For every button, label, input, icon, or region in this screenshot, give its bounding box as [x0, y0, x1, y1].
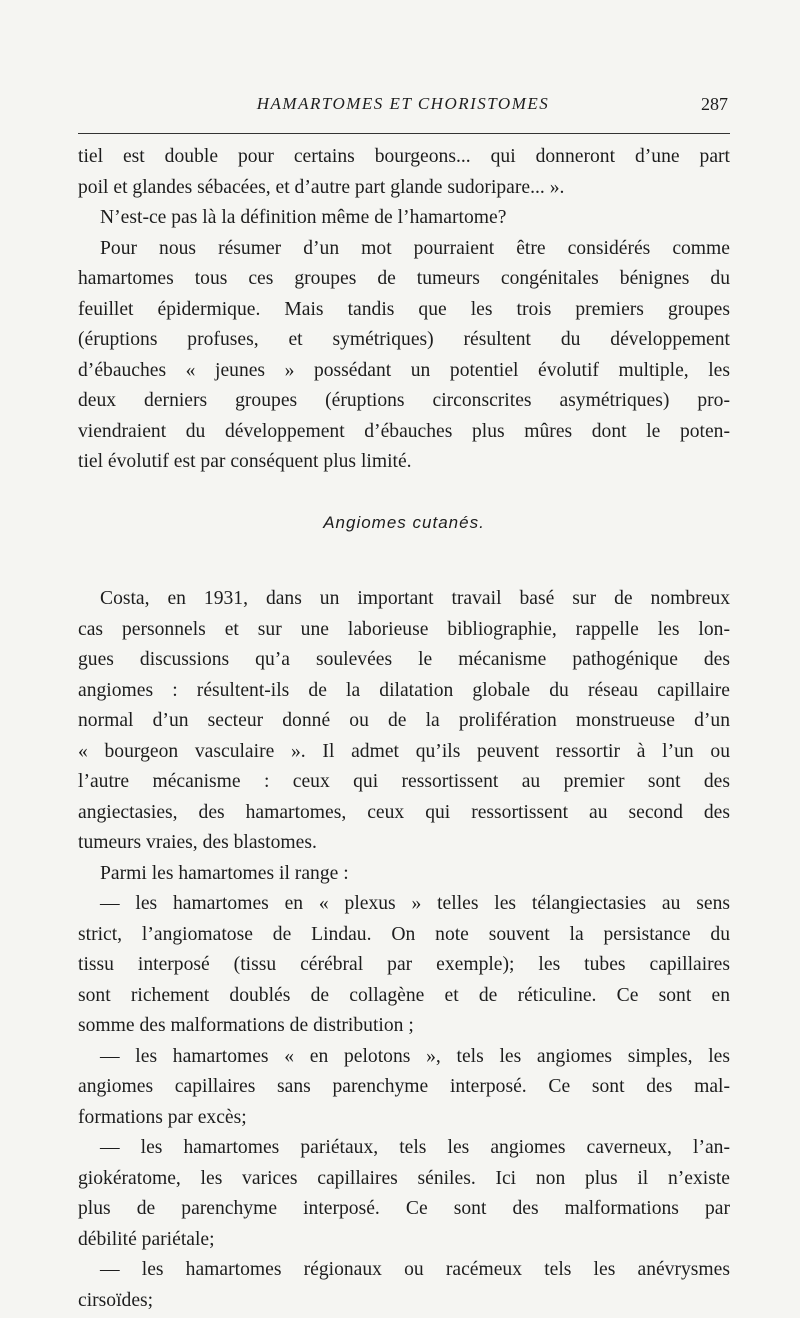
text-line: angiectasies, des hamartomes, ceux qui ressortissent au second des — [78, 801, 730, 823]
spacer — [78, 539, 730, 570]
text-line: Costa, en 1931, dans un important travail basé sur de nombreux — [100, 588, 730, 609]
running-title: HAMARTOMES ET CHORISTOMES — [256, 94, 550, 113]
text-line: l’autre mécanisme : ceux qui ressortissent au premier sont des — [78, 771, 730, 792]
text-line: giokératome, les varices capillaires séniles. Ici non plus il n’existe — [78, 1167, 730, 1189]
text-line: deux derniers groupes (éruptions circonscrites asymétriques) pro- — [78, 390, 730, 411]
text-line: angiomes : résultent-ils de la dilatation globale du réseau capillaire — [78, 679, 730, 701]
text-line: gues discussions qu’a soulevées le mécanisme pathogénique des — [78, 649, 730, 670]
header-rule — [78, 133, 730, 134]
text-line: tiel est double pour certains bourgeons... qui donneront d’une part — [78, 146, 730, 167]
text-line: tumeurs vraies, des blastomes. — [78, 832, 317, 853]
text-line: N’est-ce pas là la définition même de l’hamartome? — [100, 207, 507, 228]
text-line: tiel évolutif est par conséquent plus limité. — [78, 451, 412, 472]
text-line: hamartomes tous ces groupes de tumeurs congénitales bénignes du — [78, 268, 730, 289]
text-line: angiomes capillaires sans parenchyme interposé. Ce sont des mal- — [78, 1076, 730, 1097]
spacer — [78, 478, 730, 509]
text-line: formations par excès; — [78, 1106, 247, 1128]
text-line: Parmi les hamartomes il range : — [100, 862, 349, 884]
text-line: cirsoïdes; — [78, 1289, 154, 1311]
text-line: Pour nous résumer d’un mot pourraient être considérés comme — [100, 237, 730, 259]
text-line: (éruptions profuses, et symétriques) résultent du développement — [78, 329, 730, 350]
text-line: — les hamartomes pariétaux, tels les angiomes caverneux, l’an- — [100, 1137, 730, 1158]
text-line: d’ébauches « jeunes » possédant un potentiel évolutif multiple, les — [78, 359, 730, 381]
text-line: sont richement doublés de collagène et de réticuline. Ce sont en — [78, 984, 730, 1006]
text-line: — les hamartomes régionaux ou racémeux tels les anévrysmes — [100, 1259, 730, 1280]
text-line: débilité pariétale; — [78, 1228, 215, 1250]
text-line: plus de parenchyme interposé. Ce sont des malformations par — [78, 1198, 730, 1219]
text-line: poil et glandes sébacées, et d’autre part glande sudoripare... ». — [78, 176, 565, 198]
text-line: somme des malformations de distribution ; — [78, 1015, 414, 1036]
section-title: Angiomes cutanés. — [323, 513, 485, 532]
text-line: « bourgeon vasculaire ». Il admet qu’ils peuvent ressortir à l’un ou — [78, 740, 730, 762]
body-text — [78, 142, 730, 1316]
text-line: normal d’un secteur donné ou de la prolifération monstrueuse d’un — [78, 710, 730, 731]
running-head — [78, 92, 728, 122]
text-line: tissu interposé (tissu cérébral par exemple); les tubes capillaires — [78, 954, 730, 975]
text-line: — les hamartomes « en pelotons », tels les angiomes simples, les — [100, 1045, 730, 1067]
text-line: viendraient du développement d’ébauches plus mûres dont le poten- — [78, 420, 730, 442]
page-number: 287 — [701, 94, 728, 114]
text-line: — les hamartomes en « plexus » telles les télangiectasies au sens — [100, 893, 730, 914]
spacer — [78, 569, 730, 584]
text-line: strict, l’angiomatose de Lindau. On note souvent la persistance du — [78, 923, 730, 945]
text-line: feuillet épidermique. Mais tandis que les trois premiers groupes — [78, 298, 730, 320]
text-line: cas personnels et sur une laborieuse bibliographie, rappelle les lon- — [78, 618, 730, 640]
